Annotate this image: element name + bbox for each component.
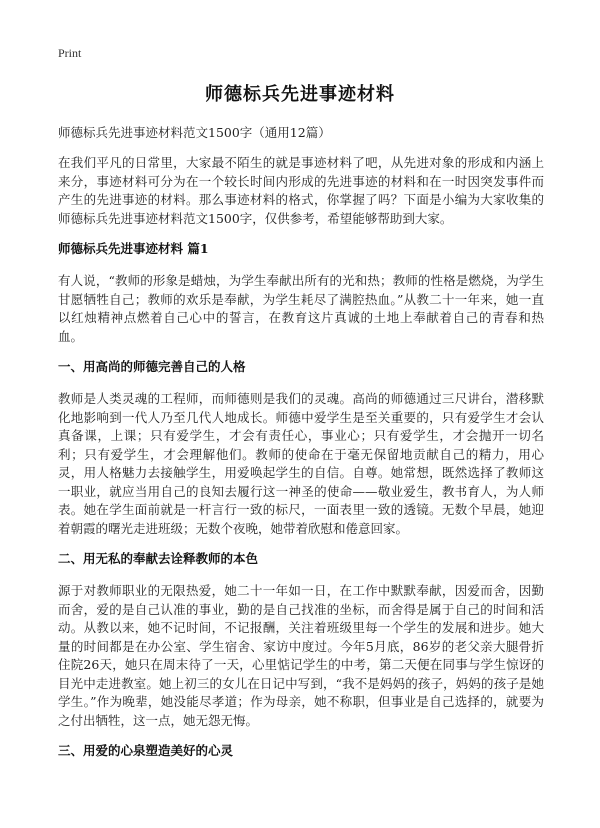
section-body-2: 源于对教师职业的无限热爱，她二十一年如一日，在工作中默默奉献，因爱而舍，因勤而舍，爱的是自己认准的事业，勤的是自己找准的坐标，而舍得是属于自己的时间和活动。从教以来，她不记时间，不记报酬，关注着班级里每一个学生的发展和进步。她大量的时间都是在办公室、学生宿舍、家访中度过。今年5月底，86岁的老父亲大腿骨折住院26天，她只在周末待了一天，心里惦记学生的中考，第二天便在同事与学生惊讶的目光中走进教室。她上初三的女儿在日记中写到，“我不是妈妈的孩子，妈妈的孩子是她学生。”作为晚辈，她没能尽孝道；作为母亲，她不称职，但事业是自己选择的，就要为之付出牺牲，这一点，她无怨无悔。 — [58, 583, 544, 728]
article-heading: 师德标兵先进事迹材料 篇1 — [58, 241, 209, 256]
intro-paragraph: 在我们平凡的日常里，大家最不陌生的就是事迹材料了吧，从先进对象的形成和内涵上来分，事迹材料可分为在一个较长时间内形成的先进事迹的材料和在一时因突发事件而产生的先进事迹的材料。那么事迹材料的格式，你掌握了吗？下面是小编为大家收集的师德标兵先进事迹材料范文1500字，仅供参考，希望能够帮助到大家。 — [58, 155, 544, 226]
section-heading-3: 三、用爱的心泉塑造美好的心灵 — [58, 743, 234, 758]
page-title: 师德标兵先进事迹材料 — [205, 84, 395, 105]
article-content — [58, 124, 544, 774]
subtitle: 师德标兵先进事迹材料范文1500字（通用12篇） — [58, 125, 331, 140]
section-body-1: 教师是人类灵魂的工程师，而师德则是我们的灵魂。高尚的师德通过三尺讲台，潜移默化地影响到一代人乃至几代人地成长。师德中爱学生是至关重要的，只有爱学生才会认真备课，上课；只有爱学生，才会有责任心，事业心；只有爱学生，才会抛开一切名利；只有爱学生，才会理解他们。教师的使命在于毫无保留地贡献自己的精力，用心灵，用人格魅力去接触学生，用爱唤起学生的自信。自尊。她常想，既然选择了教师这一职业，就应当用自己的良知去履行这一神圣的使命——敬业爱生，教书育人，为人师表。她在学生面前就是一杆言行一致的标尺，一面表里一致的透镜。无数个早晨，她迎着朝霞的曙光走进班级；无数个夜晚，她带着欣慰和倦意回家。 — [58, 391, 544, 536]
print-link[interactable]: Print — [58, 46, 82, 60]
section-heading-2: 二、用无私的奉献去诠释教师的本色 — [58, 551, 259, 566]
article-intro-paragraph: 有人说，“教师的形象是蜡烛，为学生奉献出所有的光和热；教师的性格是燃烧，为学生甘愿牺牲自己；教师的欢乐是奉献，为学生耗尽了满腔热血。”从教二十一年来，她一直以红烛精神点燃着自己心中的誓言，在教育这片真诚的土地上奉献着自己的青春和热血。 — [58, 273, 544, 344]
section-heading-1: 一、用高尚的师德完善自己的人格 — [58, 359, 246, 374]
